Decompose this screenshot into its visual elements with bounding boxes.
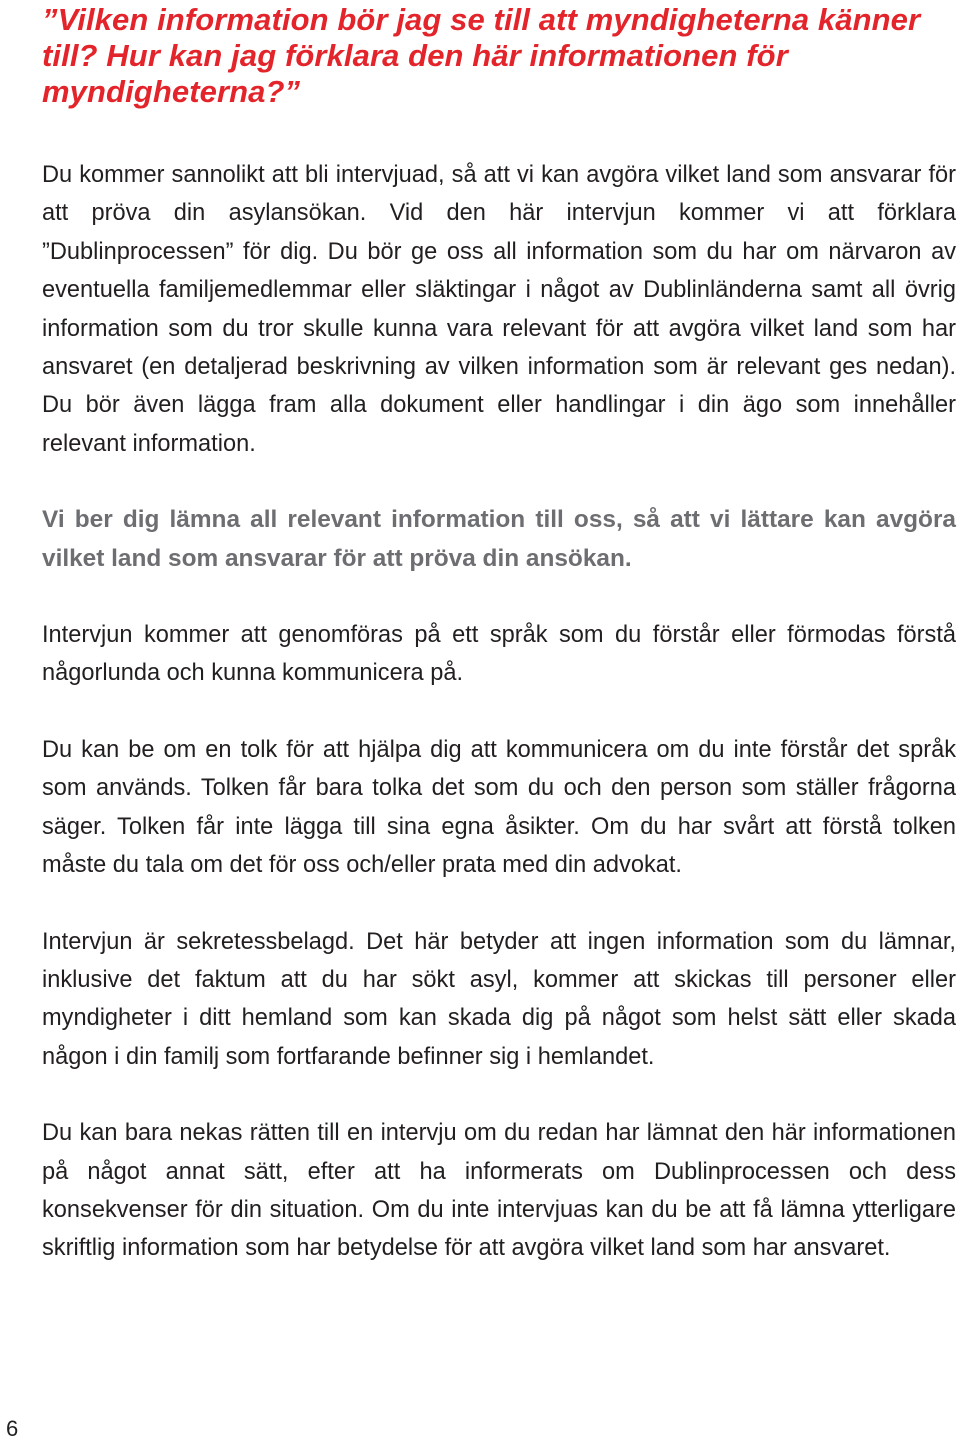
paragraph-interview-exception: Du kan bara nekas rätten till en intervju om du redan har lämnat den här informationen på något annat sätt, efter att ha informerats om Dublinprocessen och dess konsekvenser för din situation. Om du inte intervjuas kan du be att få lämna ytterligare skriftlig information som har betydelse för att avgöra vilket land som har ansvaret.: [42, 1120, 956, 1262]
paragraph-emphasis: Vi ber dig lämna all relevant information till oss, så att vi lättare kan avgöra vilket land som ansvarar för att pröva din ansökan.: [42, 506, 956, 572]
document-page: [42, 0, 956, 1268]
page-number: 6: [6, 1416, 19, 1441]
paragraph-interpreter: Du kan be om en tolk för att hjälpa dig att kommunicera om du inte förstår det språk som används. Tolken får bara tolka det som du och den person som ställer frågorna säger. Tolken får inte lägga till sina egna åsikter. Om du har svårt att förstå tolken måste du tala om det för oss och/eller prata med din advokat.: [42, 736, 956, 879]
paragraph-interview-language: Intervjun kommer att genomföras på ett språk som du förstår eller förmodas förstå någorlunda och kunna kommunicera på.: [42, 622, 956, 687]
paragraph-confidentiality: Intervjun är sekretessbelagd. Det här betyder att ingen information som du lämnar, inklusive det faktum att du har sökt asyl, kommer att skickas till personer eller myndigheter i ditt hemland som kan skada dig på något som helst sätt eller skada någon i din familj som fortfarande befinner sig i hemlandet.: [42, 928, 956, 1070]
paragraph-interview-intro: Du kommer sannolikt att bli intervjuad, så att vi kan avgöra vilket land som ansvarar för att pröva din asylansökan. Vid den här intervjun kommer vi att förklara ”Dublinprocessen” för dig. Du bör ge oss all information som du har om närvaron av eventuella familjemedlemmar eller släktingar i något av Dublinländerna samt all övrig information som du tror skulle kunna vara relevant för att avgöra vilket land som har ansvaret (en detaljerad beskrivning av vilken information som är relevant ges nedan). Du bör även lägga fram alla dokument eller handlingar i din ägo som innehåller relevant information.: [42, 162, 956, 457]
section-heading: ”Vilken information bör jag se till att myndigheterna känner till? Hur kan jag förklara den här informationen för myndigheterna?”: [42, 2, 921, 109]
